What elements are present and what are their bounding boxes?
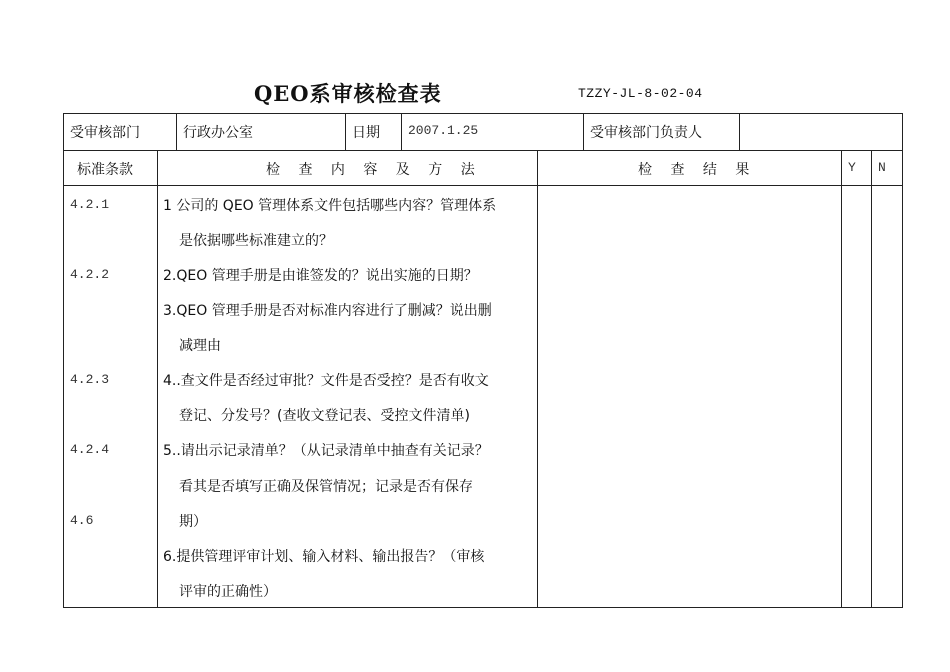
responsible-label: 受审核部门负责人 — [590, 125, 702, 141]
table-border-columns-bottom — [63, 185, 903, 186]
dept-label: 受审核部门 — [70, 125, 140, 141]
date-value: 2007.1.25 — [408, 123, 479, 138]
column-divider — [537, 150, 538, 608]
table-border-bottom — [63, 607, 903, 608]
table-border-top — [63, 113, 903, 114]
result-column-header: 检 查 结 果 — [638, 162, 757, 178]
document-number: TZZY-JL-8-02-04 — [578, 86, 703, 101]
check-item-line: 看其是否填写正确及保管情况；记录是否有保存 — [179, 479, 473, 495]
check-item-line: 减理由 — [179, 338, 221, 354]
clause-number: 4.6 — [70, 513, 94, 528]
clause-number: 4.2.4 — [70, 442, 110, 457]
yes-column-header: Y — [848, 160, 856, 175]
header-divider — [583, 113, 584, 150]
clause-column-header: 标准条款 — [77, 162, 133, 178]
check-item-line: 6.提供管理评审计划、输入材料、输出报告？（审核 — [163, 549, 485, 565]
check-item-line: 1 公司的 QEO 管理体系文件包括哪些内容？管理体系 — [163, 198, 497, 214]
header-divider — [345, 113, 346, 150]
clause-number: 4.2.2 — [70, 267, 110, 282]
header-divider — [739, 113, 740, 150]
check-item-line: 3.QEO 管理手册是否对标准内容进行了删减？说出删 — [163, 303, 492, 319]
column-divider — [841, 150, 842, 608]
check-item-line: 期） — [179, 514, 207, 530]
check-item-line: 是依据哪些标准建立的？ — [179, 233, 333, 249]
table-border-left — [63, 113, 64, 608]
clause-number: 4.2.1 — [70, 197, 110, 212]
check-item-line: 5..请出示记录清单？（从记录清单中抽查有关记录？ — [163, 443, 489, 459]
header-divider — [176, 113, 177, 150]
table-border-right — [902, 113, 903, 608]
check-item-line: 2.QEO 管理手册是由谁签发的？说出实施的日期？ — [163, 268, 478, 284]
table-border-header-bottom — [63, 150, 903, 151]
check-item-line: 4..查文件是否经过审批？文件是否受控？是否有收文 — [163, 373, 489, 389]
header-divider — [401, 113, 402, 150]
clause-number: 4.2.3 — [70, 372, 110, 387]
column-divider — [157, 150, 158, 608]
dept-value: 行政办公室 — [183, 125, 253, 141]
check-item-line: 评审的正确性） — [179, 584, 277, 600]
column-divider — [871, 150, 872, 608]
method-column-header: 检 查 内 容 及 方 法 — [266, 162, 482, 178]
check-item-line: 登记、分发号？(查收文登记表、受控文件清单) — [179, 408, 470, 424]
date-label: 日期 — [352, 125, 380, 141]
document-title: QEO系审核检查表 — [254, 81, 442, 106]
no-column-header: N — [878, 160, 886, 175]
